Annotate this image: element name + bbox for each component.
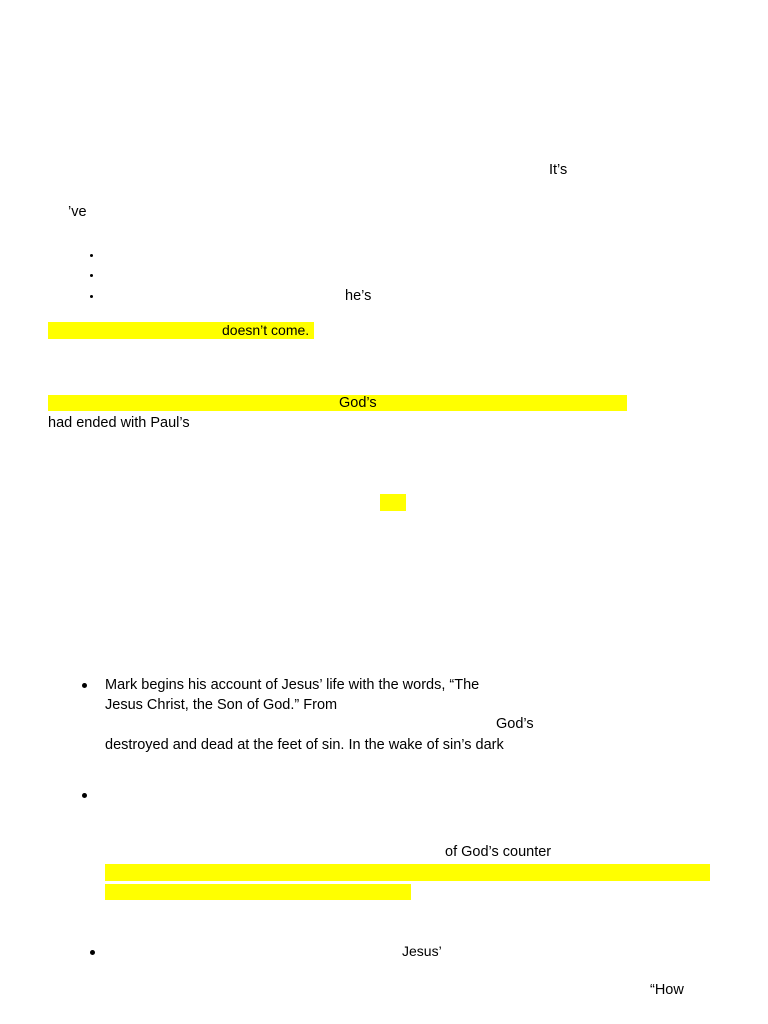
text-fragment-gods: God’s <box>339 395 377 411</box>
text-fragment-its: It’s <box>549 162 568 178</box>
text-fragment-hes: he’s <box>345 288 372 304</box>
text-fragment-ve: ’ve <box>68 204 87 220</box>
bullet-marker <box>90 274 93 277</box>
highlight-band <box>105 884 411 900</box>
text-fragment-jesus: Jesus’ <box>402 943 442 959</box>
paragraph-line: Mark begins his account of Jesus’ life with the words, “The <box>105 677 480 693</box>
bullet-marker <box>90 950 95 955</box>
paragraph-line: God’s <box>496 716 534 732</box>
highlight-mark <box>380 494 406 511</box>
highlight-band <box>48 395 627 411</box>
bullet-marker <box>90 295 93 298</box>
text-fragment-how: “How <box>650 982 684 998</box>
text-fragment-gods-counter: of God’s counter <box>445 844 552 860</box>
text-fragment-had-ended: had ended with Paul’s <box>48 415 190 431</box>
paragraph-line: destroyed and dead at the feet of sin. In the wake of sin’s dark <box>105 737 504 753</box>
bullet-marker <box>82 683 87 688</box>
highlight-band <box>105 864 710 881</box>
paragraph-line: Jesus Christ, the Son of God.” From <box>105 697 338 713</box>
text-fragment-doesnt-come: doesn’t come. <box>222 322 310 338</box>
bullet-marker <box>90 254 93 257</box>
bullet-marker <box>82 793 87 798</box>
